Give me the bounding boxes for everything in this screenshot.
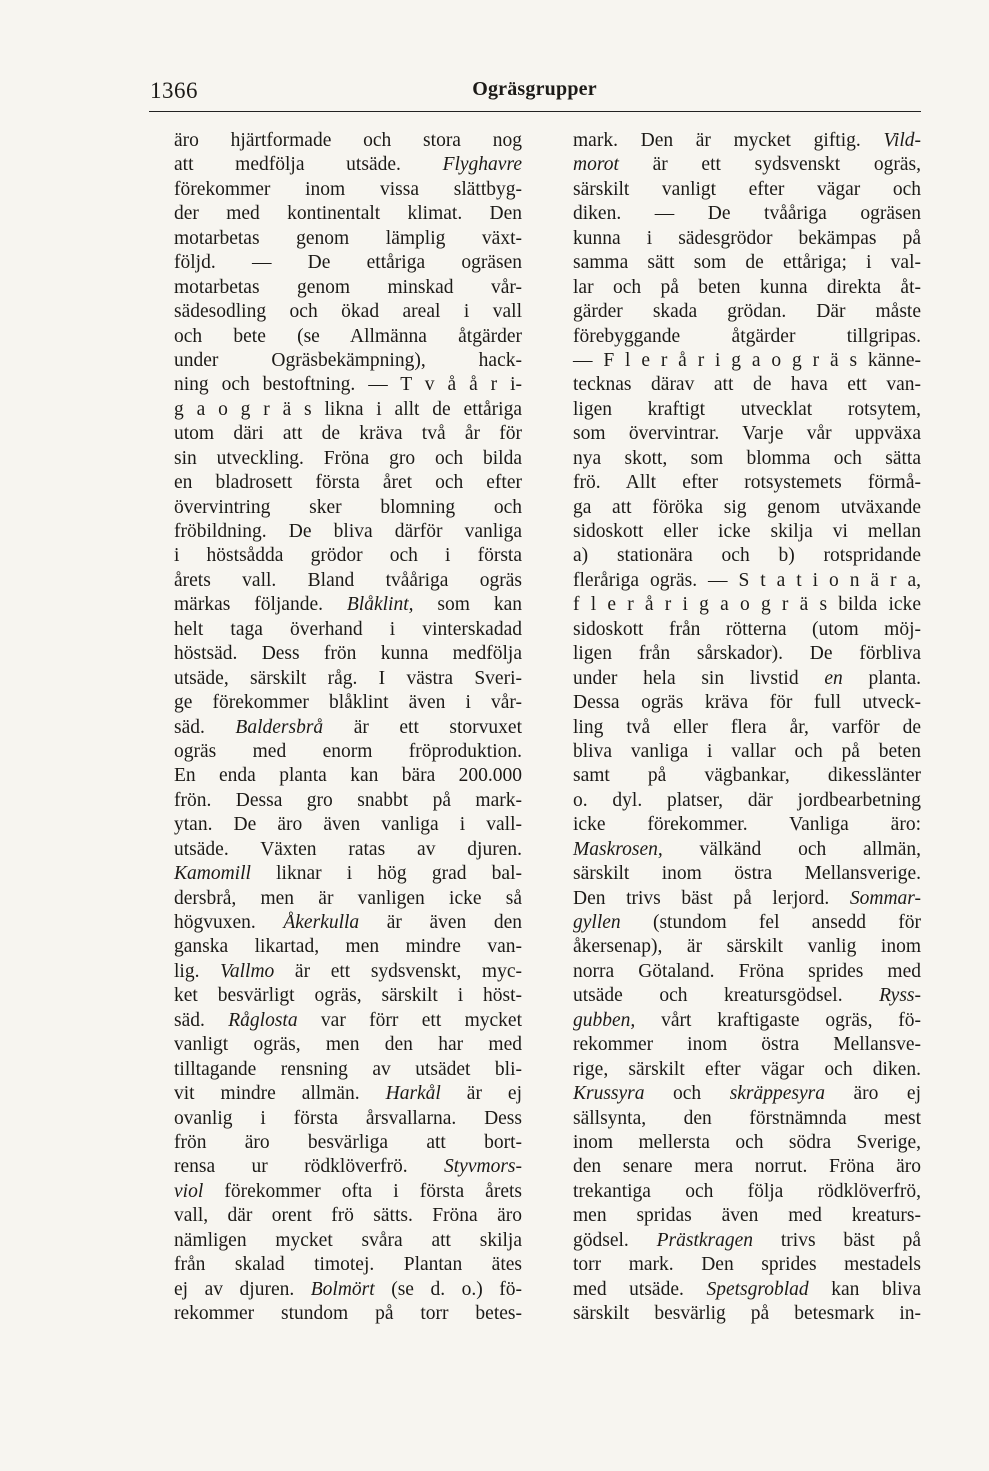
text-line: särskilt besvärlig på betesmark in- — [573, 1303, 921, 1324]
text-line: förebyggande åtgärder tillgripas. — [573, 325, 921, 347]
text-line: lar och på beten kunna direkta åt- — [573, 276, 921, 298]
text-line: sidoskott eller icke skilja vi mellan — [573, 521, 921, 542]
text-line: Kamomill liknar i hög grad bal- — [174, 863, 522, 885]
text-line: frö. Allt efter rotsystemets förmå- — [573, 472, 921, 494]
text-line: mark. Den är mycket giftig. Vild- — [573, 130, 921, 151]
text-line: utsäde, särskilt råg. I västra Sveri- — [174, 667, 522, 689]
text-line: diken. — De tvååriga ogräsen — [573, 203, 921, 225]
text-line: trekantiga och följa rödklöverfrö, — [573, 1180, 921, 1202]
text-line: sädesodling och ökad areal i vall — [174, 301, 522, 323]
text-line: ning och bestoftning. — T v å å r i- — [174, 374, 522, 396]
text-line: dersbrå, men är vanligen icke så — [174, 887, 522, 909]
left-text-column — [174, 129, 522, 1326]
text-line: utom däri att de kräva två år för — [174, 423, 522, 445]
text-line: samt på vägbankar, dikesslänter — [573, 765, 921, 787]
text-line: samma sätt som de ettåriga; i val- — [573, 252, 921, 274]
text-line: ogräs med enorm fröproduktion. — [174, 740, 522, 762]
text-line: rige, särskilt efter vägar och diken. — [573, 1058, 921, 1080]
text-line: i höstsådda grödor och i första — [174, 545, 522, 567]
text-line: årets vall. Bland tvååriga ogräs — [174, 569, 522, 591]
text-line: och bete (se Allmänna åtgärder — [174, 325, 522, 347]
text-line: märkas följande. Blåklint, som kan — [174, 594, 522, 616]
right-text-column — [573, 129, 921, 1326]
text-line: gyllen (stundom fel ansedd för — [573, 912, 921, 933]
text-line: nämligen mycket svåra att skilja — [174, 1229, 522, 1251]
text-line: frön. Dessa gro snabbt på mark- — [174, 789, 522, 811]
text-line: säd. Råglosta var förr ett mycket — [174, 1009, 523, 1031]
text-line: En enda planta kan bära 200.000 — [174, 765, 522, 787]
text-line: särskilt inom östra Mellansverige. — [573, 863, 921, 885]
text-line: följd. — De ettåriga ogräsen — [174, 252, 522, 274]
text-line: fröbildning. De bliva därför vanliga — [174, 521, 522, 542]
text-line: rekommer inom östra Mellansve- — [573, 1034, 921, 1056]
text-line: — F l e r å r i g a o g r ä s känne- — [573, 349, 921, 371]
text-line: ligen från sårskador). De förbliva — [573, 643, 921, 665]
text-line: en bladrosett första året och efter — [174, 472, 522, 494]
text-line: nya skott, som blomma och sätta — [573, 447, 921, 469]
text-line: ling två eller flera år, varför de — [573, 716, 921, 738]
text-line: sin utveckling. Fröna gro och bilda — [174, 447, 522, 469]
text-line: motarbetas genom minskad vår- — [174, 276, 522, 298]
text-line: övervintring sker blomning och — [174, 496, 522, 518]
text-line: säd. Baldersbrå är ett storvuxet — [174, 716, 523, 738]
text-line: vall, där orent frö sätts. Fröna äro — [174, 1205, 522, 1227]
text-line: under hela sin livstid en planta. — [573, 667, 921, 689]
text-line: g a o g r ä s likna i allt de ettåriga — [174, 398, 522, 420]
text-line: att medfölja utsäde. Flyghavre — [174, 154, 522, 176]
text-line: fleråriga ogräs. — S t a t i o n ä r a, — [573, 569, 921, 591]
text-line: vit mindre allmän. Harkål är ej — [174, 1083, 522, 1105]
text-line: helt taga överhand i vinterskadad — [174, 618, 522, 640]
text-line: högvuxen. Åkerkulla är även den — [174, 912, 522, 933]
text-line: sidoskott från rötterna (utom möj- — [573, 618, 921, 640]
text-line: Dessa ogräs kräva för full utveck- — [573, 692, 921, 714]
text-line: ge förekommer blåklint även i vår- — [174, 692, 522, 714]
text-line: f l e r å r i g a o g r ä s bilda icke — [573, 594, 921, 616]
text-line: förekommer inom vissa slättbyg- — [174, 178, 522, 200]
text-line: gubben, vårt kraftigaste ogräs, fö- — [573, 1009, 921, 1031]
text-line: gärder skada grödan. Där måste — [573, 301, 921, 323]
text-line: norra Götaland. Fröna sprides med — [573, 960, 921, 982]
text-line: gödsel. Prästkragen trivs bäst på — [573, 1229, 921, 1251]
text-line: ej av djuren. Bolmört (se d. o.) fö- — [174, 1278, 522, 1300]
text-line: rensa ur rödklöverfrö. Styvmors- — [174, 1156, 522, 1178]
text-line: ket besvärligt ogräs, särskilt i höst- — [174, 985, 522, 1007]
text-line: inom mellersta och södra Sverige, — [573, 1131, 921, 1153]
text-line: äro hjärtformade och stora nog — [174, 130, 522, 151]
text-line: Krussyra och skräppesyra äro ej — [573, 1083, 921, 1105]
text-line: under Ogräsbekämpning), hack- — [174, 349, 522, 371]
text-line: utsäde. Växten ratas av djuren. — [174, 838, 522, 860]
text-line: o. dyl. platser, där jordbearbetning — [573, 789, 921, 811]
running-title: Ogräsgrupper — [472, 78, 597, 100]
text-line: utsäde och kreatursgödsel. Ryss- — [573, 985, 921, 1007]
text-line: torr mark. Den sprides mestadels — [573, 1254, 921, 1276]
text-line: ganska likartad, men mindre van- — [174, 936, 522, 958]
text-line: särskilt vanligt efter vägar och — [573, 178, 921, 200]
text-line: höstsäd. Dess frön kunna medfölja — [174, 643, 522, 665]
text-line: sällsynta, den förstnämnda mest — [573, 1107, 921, 1129]
text-line: den senare mera norrut. Fröna äro — [573, 1156, 921, 1178]
text-line: Den trivs bäst på lerjord. Sommar- — [573, 887, 921, 909]
text-line: åkersenap), är särskilt vanlig inom — [573, 936, 921, 958]
text-line: viol förekommer ofta i första årets — [174, 1180, 522, 1202]
text-line: från skalad timotej. Plantan ätes — [174, 1254, 522, 1276]
text-line: icke förekommer. Vanliga äro: — [573, 814, 921, 836]
page-number: 1366 — [150, 78, 198, 103]
text-line: ga att föröka sig genom utväxande — [573, 496, 921, 518]
text-line: bliva vanliga i vallar och på beten — [573, 740, 921, 762]
text-line: lig. Vallmo är ett sydsvenskt, myc- — [174, 960, 523, 982]
text-line: ligen kraftigt utvecklat rotsytem, — [573, 398, 921, 420]
text-line: Maskrosen, välkänd och allmän, — [573, 838, 921, 860]
text-line: rekommer stundom på torr betes- — [174, 1303, 522, 1324]
text-line: der med kontinentalt klimat. Den — [174, 203, 522, 225]
text-line: ovanlig i första årsvallarna. Dess — [174, 1107, 522, 1129]
text-line: morot är ett sydsvenskt ogräs, — [573, 154, 921, 176]
text-line: tecknas därav att de hava ett van- — [573, 374, 921, 396]
text-line: men spridas även med kreaturs- — [573, 1205, 921, 1227]
text-line: kunna i sädesgrödor bekämpas på — [573, 227, 921, 249]
text-line: a) stationära och b) rotspridande — [573, 545, 921, 567]
text-line: med utsäde. Spetsgroblad kan bliva — [573, 1278, 921, 1300]
header-rule — [149, 111, 921, 112]
text-line: frön äro besvärliga att bort- — [174, 1131, 522, 1153]
text-line: vanligt ogräs, men den har med — [174, 1034, 522, 1056]
text-line: som övervintrar. Varje vår uppväxa — [573, 423, 921, 445]
text-line: motarbetas genom lämplig växt- — [174, 227, 522, 249]
text-line: ytan. De äro även vanliga i vall- — [174, 814, 522, 836]
text-line: tilltagande rensning av utsädet bli- — [174, 1058, 522, 1080]
